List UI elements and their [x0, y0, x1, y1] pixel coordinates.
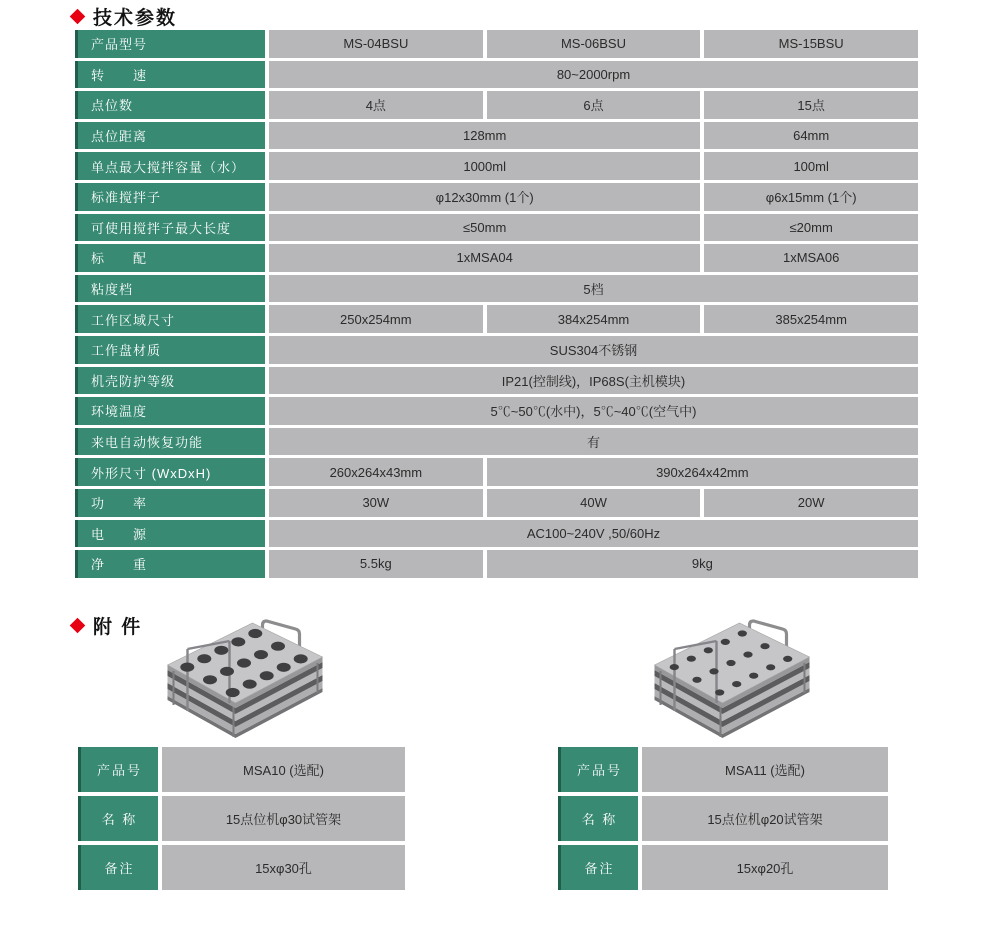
spec-row-label: 单点最大搅拌容量（水）	[75, 152, 265, 180]
red-diamond-icon	[70, 618, 86, 634]
spec-row-label: 标准搅拌子	[75, 183, 265, 211]
rack-hole	[231, 637, 245, 646]
spec-row-label: 点位距离	[75, 122, 265, 150]
spec-table-row	[75, 336, 918, 364]
rack-hole	[237, 658, 251, 667]
spec-value-cell: 有	[269, 428, 918, 456]
rack-hole	[721, 639, 730, 645]
spec-row-label: 转 速	[75, 61, 265, 89]
specs-heading-label: 技术参数	[93, 8, 178, 29]
spec-value-cell: 1xMSA06	[704, 244, 918, 272]
spec-value-cell: 64mm	[704, 122, 918, 150]
spec-value-cell: 384x254mm	[487, 305, 701, 333]
spec-value-cell: MS-04BSU	[269, 30, 483, 58]
accessories-heading-label: 附 件	[93, 617, 143, 638]
accessory-table-row	[78, 747, 405, 792]
rack-hole	[760, 643, 769, 649]
rack-hole	[254, 650, 268, 659]
accessory-row-label: 产品号	[78, 747, 158, 792]
rack-hole	[766, 664, 775, 670]
rack-hole	[687, 656, 696, 662]
accessory-table-row	[78, 796, 405, 841]
spec-value-cell: 6点	[487, 91, 701, 119]
spec-row-label: 可使用搅拌子最大长度	[75, 214, 265, 242]
spec-value-cell: 20W	[704, 489, 918, 517]
accessory-table-msa10	[78, 747, 405, 894]
rack-hole	[197, 654, 211, 663]
spec-table-row	[75, 367, 918, 395]
spec-row-label: 净 重	[75, 550, 265, 578]
spec-value-cell: φ12x30mm (1个)	[269, 183, 700, 211]
spec-table-row	[75, 275, 918, 303]
rack-hole	[783, 656, 792, 662]
accessory-value-cell: 15xφ20孔	[642, 845, 888, 890]
spec-value-cell: MS-15BSU	[704, 30, 918, 58]
accessory-row-label: 名 称	[78, 796, 158, 841]
accessory-row-label: 产品号	[558, 747, 638, 792]
accessory-value-cell: 15点位机φ20试管架	[642, 796, 888, 841]
spec-value-cell: 4点	[269, 91, 483, 119]
spec-value-cell: 40W	[487, 489, 701, 517]
specs-heading	[72, 3, 177, 30]
spec-table-row	[75, 244, 918, 272]
spec-value-cell: SUS304不锈钢	[269, 336, 918, 364]
spec-row-label: 外形尺寸 (WxDxH)	[75, 458, 265, 486]
accessory-table-row	[78, 845, 405, 890]
rack-hole	[260, 671, 274, 680]
spec-value-cell: MS-06BSU	[487, 30, 701, 58]
rack-hole	[670, 664, 679, 670]
spec-value-cell: 390x264x42mm	[487, 458, 918, 486]
accessory-table-msa11	[558, 747, 888, 894]
accessory-table-row	[558, 796, 888, 841]
spec-value-cell: 128mm	[269, 122, 700, 150]
spec-row-label: 标 配	[75, 244, 265, 272]
spec-value-cell: AC100~240V ,50/60Hz	[269, 520, 918, 548]
red-diamond-icon	[70, 9, 86, 25]
spec-value-cell: 80~2000rpm	[269, 61, 918, 89]
spec-row-label: 工作盘材质	[75, 336, 265, 364]
spec-value-cell: 9kg	[487, 550, 918, 578]
spec-value-cell: 385x254mm	[704, 305, 918, 333]
accessory-value-cell: MSA10 (选配)	[162, 747, 405, 792]
spec-row-label: 产品型号	[75, 30, 265, 58]
spec-row-label: 点位数	[75, 91, 265, 119]
accessory-value-cell: 15点位机φ30试管架	[162, 796, 405, 841]
rack-hole	[732, 681, 741, 687]
spec-value-cell: φ6x15mm (1个)	[704, 183, 918, 211]
spec-value-cell: 250x254mm	[269, 305, 483, 333]
rack-hole	[692, 677, 701, 683]
rack-hole	[726, 660, 735, 666]
spec-value-cell: ≤50mm	[269, 214, 700, 242]
spec-value-cell: 5.5kg	[269, 550, 483, 578]
spec-table-row	[75, 489, 918, 517]
rack-hole	[271, 642, 285, 651]
spec-value-cell: 260x264x43mm	[269, 458, 483, 486]
spec-row-label: 粘度档	[75, 275, 265, 303]
rack-hole	[709, 668, 718, 674]
spec-row-label: 机壳防护等级	[75, 367, 265, 395]
spec-value-cell: 5℃~50℃(水中)，5℃~40℃(空气中)	[269, 397, 918, 425]
accessory-value-cell: 15xφ30孔	[162, 845, 405, 890]
rack-hole	[203, 675, 217, 684]
spec-value-cell: 100ml	[704, 152, 918, 180]
accessory-table-row	[558, 845, 888, 890]
spec-value-cell: 5档	[269, 275, 918, 303]
rack-hole	[220, 667, 234, 676]
spec-row-label: 环境温度	[75, 397, 265, 425]
accessory-row-label: 名 称	[558, 796, 638, 841]
spec-table-row	[75, 183, 918, 211]
spec-row-label: 功 率	[75, 489, 265, 517]
accessory-row-label: 备注	[78, 845, 158, 890]
rack-hole	[749, 673, 758, 679]
spec-table-row	[75, 91, 918, 119]
spec-row-label: 工作区域尺寸	[75, 305, 265, 333]
rack-hole	[248, 629, 262, 638]
spec-table-row	[75, 520, 918, 548]
spec-value-cell: 30W	[269, 489, 483, 517]
test-tube-rack-image-msa11	[642, 615, 822, 750]
spec-table-row	[75, 152, 918, 180]
spec-table-row	[75, 30, 918, 58]
spec-table-row	[75, 61, 918, 89]
spec-table-row	[75, 305, 918, 333]
rack-hole	[243, 680, 257, 689]
spec-table-row	[75, 122, 918, 150]
test-tube-rack-image-msa10	[155, 615, 335, 750]
spec-row-label: 电 源	[75, 520, 265, 548]
rack-hole	[738, 630, 747, 636]
accessory-value-cell: MSA11 (选配)	[642, 747, 888, 792]
rack-hole	[743, 652, 752, 658]
spec-value-cell: ≤20mm	[704, 214, 918, 242]
accessory-table-row	[558, 747, 888, 792]
spec-table-row	[75, 550, 918, 578]
rack-hole	[226, 688, 240, 697]
spec-table	[75, 30, 918, 581]
spec-value-cell: 15点	[704, 91, 918, 119]
rack-hole	[214, 646, 228, 655]
rack-hole	[715, 689, 724, 695]
spec-table-row	[75, 397, 918, 425]
accessory-row-label: 备注	[558, 845, 638, 890]
rack-hole	[277, 663, 291, 672]
spec-table-row	[75, 214, 918, 242]
spec-value-cell: IP21(控制线)，IP68S(主机模块)	[269, 367, 918, 395]
spec-table-row	[75, 428, 918, 456]
rack-hole	[180, 663, 194, 672]
rack-hole	[294, 654, 308, 663]
spec-row-label: 来电自动恢复功能	[75, 428, 265, 456]
spec-value-cell: 1xMSA04	[269, 244, 700, 272]
spec-table-row	[75, 458, 918, 486]
rack-hole	[704, 647, 713, 653]
accessories-heading	[72, 612, 142, 639]
spec-value-cell: 1000ml	[269, 152, 700, 180]
